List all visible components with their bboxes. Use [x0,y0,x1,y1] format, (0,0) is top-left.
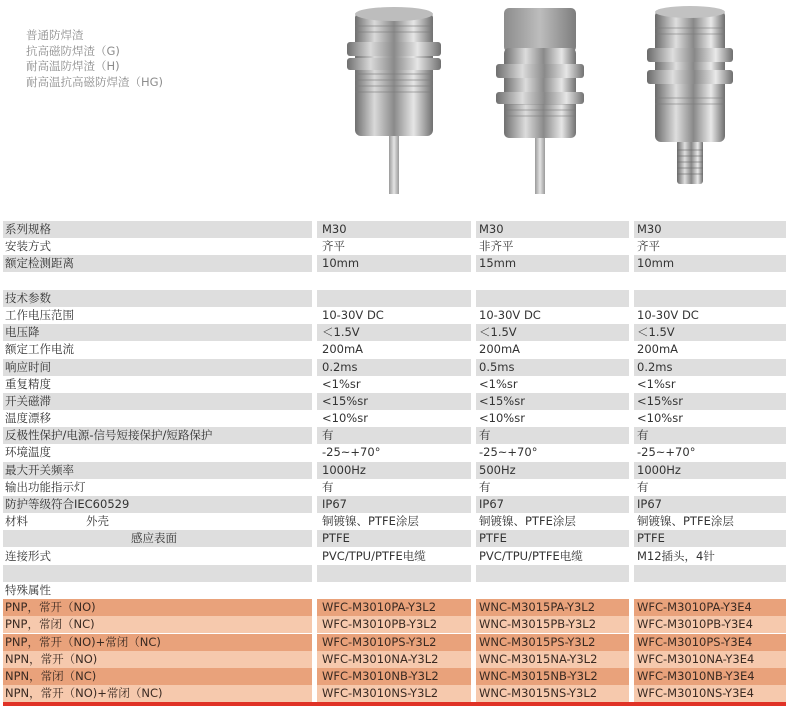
product-image-1 [330,4,460,196]
cell-value: 15mm [476,255,629,272]
cell-value: -25~+70° [317,444,471,461]
cell-value: 有 [634,479,786,496]
cell-value: WNC-M3015PA-Y3L2 [476,599,629,616]
spec-table [3,221,786,702]
table-row-tech [3,393,786,410]
cell-value: <10%sr [634,410,786,427]
cell-value: <15%sr [634,393,786,410]
finish-legend [26,28,163,90]
table-row-spacer [3,565,786,582]
cell-value: WFC-M3010PS-Y3E4 [634,634,786,651]
legend-item: 耐高温抗高磁防焊渣（HG) [26,74,164,89]
cell-value: 500Hz [476,462,629,479]
row-label: 温度漂移 [3,410,312,427]
table-row-model [3,685,786,702]
cell-value: IP67 [317,496,471,513]
sensor-m30-cable-metal-face-icon [330,4,460,196]
cell-value: WNC-M3015PB-Y3L2 [476,616,629,633]
cell-value: WFC-M3010NS-Y3L2 [317,685,471,702]
table-row-tech [3,427,786,444]
cell-value: IP67 [476,496,629,513]
cell-value: PVC/TPU/PTFE电缆 [476,548,629,565]
cell-value: WFC-M3010NS-Y3E4 [634,685,786,702]
cell-value: M30 [634,221,786,238]
cell-value: WFC-M3010PA-Y3L2 [317,599,471,616]
cell-value: 齐平 [634,238,786,255]
table-row-tech [3,376,786,393]
cell-value: 200mA [317,341,471,358]
row-label: 电压降 [3,324,312,341]
cell-value: PTFE [476,530,629,547]
row-label: NPN，常开（NO) [3,651,312,668]
cell-value: 200mA [476,341,629,358]
row-label: 反极性保护/电源-信号短接保护/短路保护 [3,427,312,444]
cell-value: M30 [317,221,471,238]
cell-value: 有 [317,479,471,496]
cell-value: 0.2ms [634,359,786,376]
cell-value: WFC-M3010PS-Y3L2 [317,634,471,651]
table-row-model [3,599,786,616]
cell-value: WNC-M3015NA-Y3L2 [476,651,629,668]
row-label: NPN，常开（NO)+常闭（NC) [3,685,312,702]
cell-value: <15%sr [476,393,629,410]
row-label: 连接形式 [3,548,312,565]
legend-item: 耐高温防焊渣（H) [26,59,120,73]
cell-value: <10%sr [476,410,629,427]
cell-value: 非齐平 [476,238,629,255]
cell-value: -25~+70° [476,444,629,461]
cell-value: IP67 [634,496,786,513]
cell-value: 有 [476,479,629,496]
cell-value: 铜镀镍、PTFE涂层 [476,513,629,530]
cell-value: 铜镀镍、PTFE涂层 [634,513,786,530]
table-row-model [3,634,786,651]
cell-value: <10%sr [317,410,471,427]
table-row-material-shell [3,513,786,530]
table-row-tech [3,444,786,461]
row-label: 输出功能指示灯 [3,479,312,496]
material-label: 材料 [5,514,28,529]
bottom-accent-line [3,702,786,706]
table-row-connection [3,548,786,565]
legend-item: 普通防焊渣 [26,28,84,42]
row-label: 响应时间 [3,359,312,376]
cell-value: <1%sr [317,376,471,393]
cell-value: ＜1.5V [634,324,786,341]
row-label: 额定检测距离 [3,255,312,272]
cell-value: WFC-M3010NA-Y3E4 [634,651,786,668]
cell-value: 铜镀镍、PTFE涂层 [317,513,471,530]
section-header-tech [3,290,786,307]
product-image-3 [640,4,740,196]
cell-value: 有 [634,427,786,444]
row-label: 系列规格 [3,221,312,238]
row-label: 额定工作电流 [3,341,312,358]
cell-value: 10mm [317,255,471,272]
table-row-tech [3,479,786,496]
cell-value: 1000Hz [634,462,786,479]
sensor-m30-m12-connector-icon [640,4,740,196]
cell-value: 有 [476,427,629,444]
cell-value: WFC-M3010PA-Y3E4 [634,599,786,616]
table-row-material-surface [3,530,786,547]
cell-value: WFC-M3010PB-Y3L2 [317,616,471,633]
sensor-m30-cable-plastic-cap-icon [490,4,590,196]
cell-value: <1%sr [634,376,786,393]
table-row-mounting [3,238,786,255]
cell-value: WNC-M3015PS-Y3L2 [476,634,629,651]
section-title: 技术参数 [3,290,312,307]
legend-item: 抗高磁防焊渣（G) [26,43,120,58]
table-row-tech [3,410,786,427]
cell-value: PVC/TPU/PTFE电缆 [317,548,471,565]
cell-value: 0.5ms [476,359,629,376]
cell-value: 200mA [634,341,786,358]
surface-label: 感应表面 [3,530,312,547]
table-row-distance [3,255,786,272]
table-row-spacer [3,273,786,290]
table-row-tech [3,324,786,341]
cell-value: <15%sr [317,393,471,410]
cell-value: WFC-M3010PB-Y3E4 [634,616,786,633]
row-label: PNP，常开（NO) [3,599,312,616]
cell-value: ＜1.5V [317,324,471,341]
row-label: 防护等级符合IEC60529 [3,496,312,513]
row-label: 安装方式 [3,238,312,255]
row-label: PNP，常开（NO)+常闭（NC) [3,634,312,651]
cell-value: M30 [476,221,629,238]
cell-value: M12插头，4针 [634,548,786,565]
cell-value: 10mm [634,255,786,272]
row-label: 开关磁滞 [3,393,312,410]
cell-value: 10-30V DC [634,307,786,324]
cell-value: WNC-M3015NB-Y3L2 [476,668,629,685]
table-row-tech [3,496,786,513]
table-row-model [3,651,786,668]
cell-value: <1%sr [476,376,629,393]
cell-value: ＜1.5V [476,324,629,341]
table-row-model [3,668,786,685]
row-label: 工作电压范围 [3,307,312,324]
table-row-tech [3,462,786,479]
table-row-tech [3,307,786,324]
row-label: 重复精度 [3,376,312,393]
cell-value: WFC-M3010NB-Y3E4 [634,668,786,685]
cell-value: PTFE [317,530,471,547]
cell-value: WFC-M3010NB-Y3L2 [317,668,471,685]
section-header-special [3,582,786,599]
row-label: NPN，常闭（NC) [3,668,312,685]
cell-value: WFC-M3010NA-Y3L2 [317,651,471,668]
table-row-model [3,616,786,633]
row-label [3,513,312,530]
cell-value: 1000Hz [317,462,471,479]
cell-value: 0.2ms [317,359,471,376]
row-label: 环境温度 [3,444,312,461]
cell-value: 有 [317,427,471,444]
table-row-series [3,221,786,238]
row-label: 最大开关频率 [3,462,312,479]
table-row-tech [3,359,786,376]
cell-value: 齐平 [317,238,471,255]
section-title: 特殊属性 [3,582,312,599]
cell-value: WNC-M3015NS-Y3L2 [476,685,629,702]
table-row-tech [3,341,786,358]
cell-value: PTFE [634,530,786,547]
shell-label: 外壳 [86,514,109,529]
row-label: PNP，常闭（NC) [3,616,312,633]
product-image-2 [490,4,590,196]
cell-value: -25~+70° [634,444,786,461]
cell-value: 10-30V DC [317,307,471,324]
cell-value: 10-30V DC [476,307,629,324]
